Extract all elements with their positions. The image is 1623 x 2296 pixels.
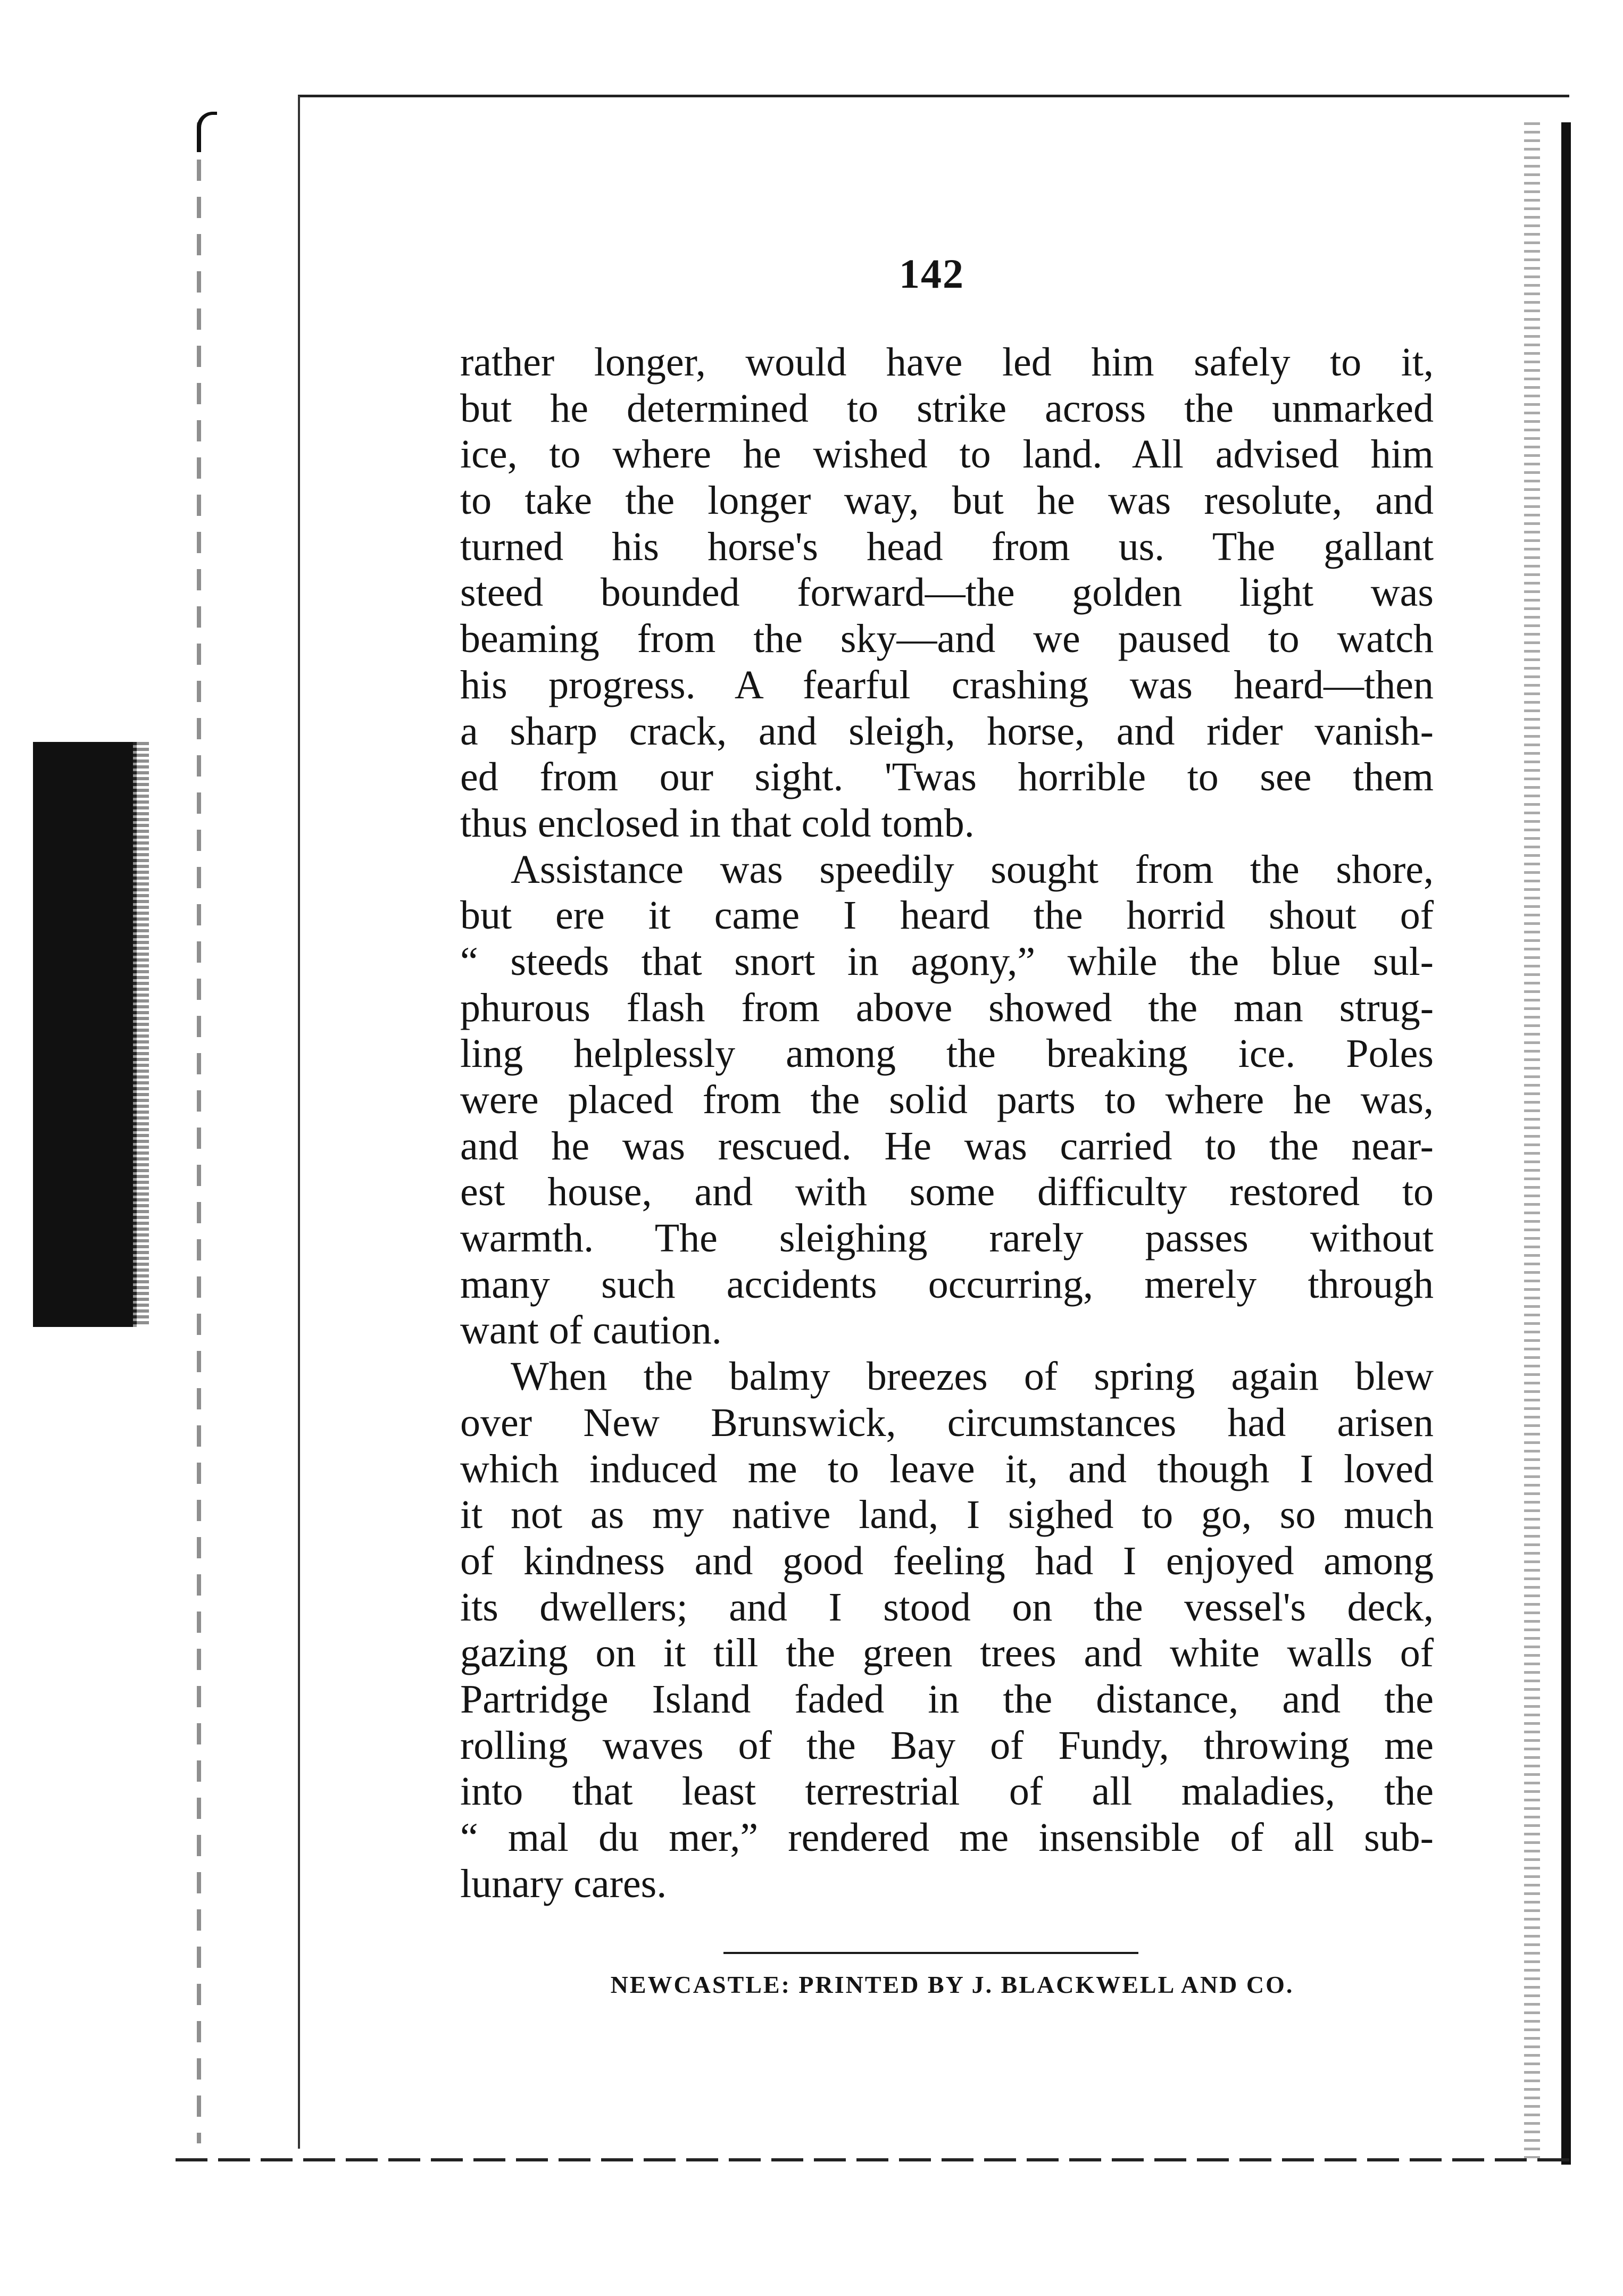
text-line: many such accidents occurring, merely through	[460, 1262, 1434, 1307]
text-line: of kindness and good feeling had I enjoyed among	[460, 1538, 1434, 1583]
text-line: a sharp crack, and sleigh, horse, and rider vanish-	[460, 708, 1434, 754]
scan-bracket-mark	[197, 112, 217, 152]
text-line: were placed from the solid parts to where he was,	[460, 1078, 1434, 1122]
text-line: “ steeds that snort in agony,” while the blue sul-	[460, 939, 1434, 984]
text-line: turned his horse's head from us. The gallant	[460, 524, 1434, 569]
text-line: and he was rescued. He was carried to the near-	[460, 1123, 1434, 1168]
scan-frame-top	[298, 95, 1569, 97]
text-line: est house, and with some difficulty restored to	[460, 1170, 1434, 1215]
text-line: ling helplessly among the breaking ice. Poles	[460, 1031, 1434, 1076]
text-line: its dwellers; and I stood on the vessel's deck,	[460, 1584, 1434, 1630]
scan-margin-shadow-edge	[133, 742, 149, 1327]
closing-rule	[723, 1952, 1138, 1954]
text-line: phurous flash from above showed the man strug-	[460, 985, 1434, 1030]
text-line: into that least terrestrial of all maladies, the	[460, 1769, 1434, 1814]
text-line: it not as my native land, I sighed to go, so much	[460, 1492, 1434, 1538]
text-line: rolling waves of the Bay of Fundy, throwing me	[460, 1723, 1434, 1768]
scan-frame-right-speckle	[1524, 122, 1540, 2165]
text-line: gazing on it till the green trees and white walls of	[460, 1631, 1434, 1676]
text-line: warmth. The sleighing rarely passes without	[460, 1216, 1434, 1261]
scan-frame-right	[1561, 122, 1571, 2165]
paragraph-3	[460, 1354, 1434, 1907]
text-line: ice, to where he wished to land. All advised him	[460, 432, 1434, 477]
text-line: When the balmy breezes of spring again blew	[511, 1354, 1434, 1399]
scan-frame-bottom	[176, 2158, 1569, 2161]
scan-frame-left-outer	[197, 122, 201, 2143]
text-line: “ mal du mer,” rendered me insensible of all sub-	[460, 1815, 1434, 1860]
text-line: beaming from the sky—and we paused to watch	[460, 616, 1434, 662]
body-text	[460, 339, 1434, 1907]
text-line: want of caution.	[460, 1308, 722, 1353]
text-line: his progress. A fearful crashing was heard—then	[460, 662, 1434, 707]
text-line: thus enclosed in that cold tomb.	[460, 800, 975, 846]
printer-colophon: NEWCASTLE: PRINTED BY J. BLACKWELL AND CO.	[610, 1971, 1294, 1998]
text-line: which induced me to leave it, and though I loved	[460, 1446, 1434, 1491]
paragraph-2	[460, 847, 1434, 1354]
text-line: but he determined to strike across the unmarked	[460, 386, 1434, 431]
text-line: rather longer, would have led him safely to it,	[460, 340, 1434, 385]
text-line: steed bounded forward—the golden light was	[460, 570, 1434, 615]
text-line: to take the longer way, but he was resolute, and	[460, 478, 1434, 523]
paragraph-1	[460, 339, 1434, 847]
text-line: Partridge Island faded in the distance, and the	[460, 1676, 1434, 1722]
scan-margin-shadow	[33, 742, 137, 1327]
text-line: ed from our sight. 'Twas horrible to see them	[460, 755, 1434, 800]
scan-frame-left	[298, 96, 300, 2149]
text-line: Assistance was speedily sought from the shore,	[511, 847, 1434, 892]
text-line: over New Brunswick, circumstances had arisen	[460, 1400, 1434, 1445]
text-line: lunary cares.	[460, 1861, 667, 1906]
text-line: but ere it came I heard the horrid shout of	[460, 893, 1434, 938]
page-number: 142	[899, 251, 964, 297]
